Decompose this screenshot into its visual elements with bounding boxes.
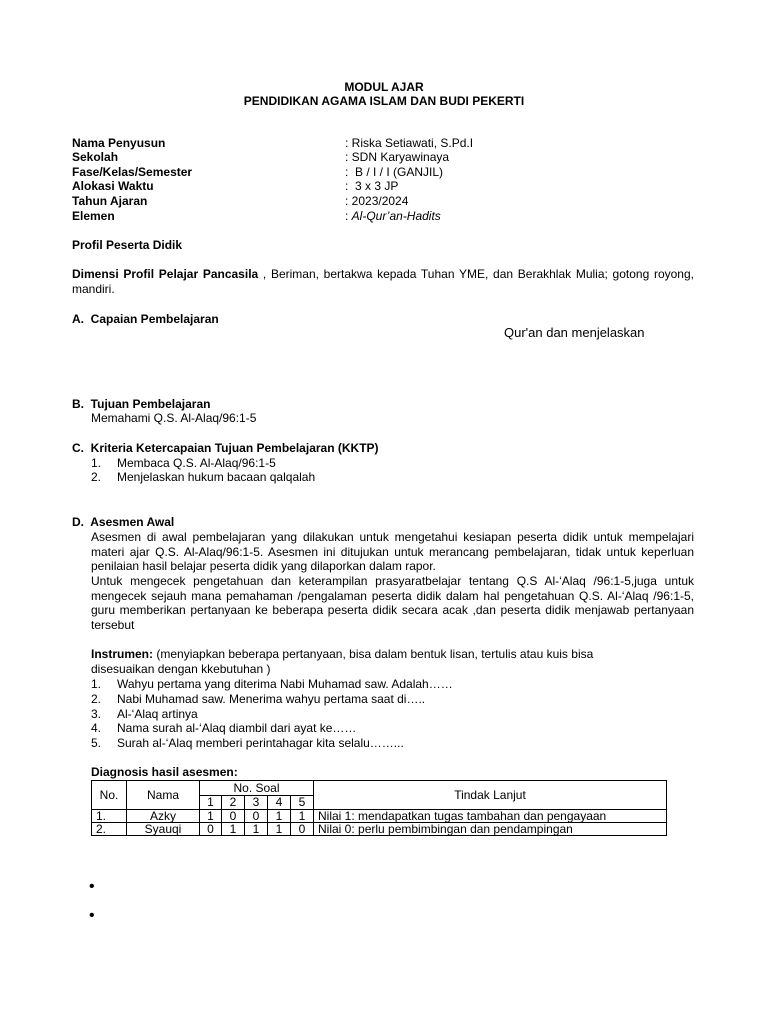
question-number: 4.	[91, 721, 102, 735]
info-label-penyusun: Nama Penyusun	[72, 136, 166, 150]
question-item	[91, 721, 356, 736]
instrumen-label: Instrumen:	[91, 647, 154, 661]
section-a-heading: A. Capaian Pembelajaran	[72, 312, 219, 326]
question-item	[91, 692, 425, 707]
row-tindak-lanjut: Nilai 0: perlu pembimbingan dan pendampingan	[314, 823, 667, 836]
question-number: 2.	[91, 692, 102, 706]
question-item	[91, 736, 404, 751]
kktp-item-number: 2.	[91, 470, 102, 484]
table-row	[92, 823, 667, 836]
instrumen-text: (menyiapkan beberapa pertanyaan, bisa dalam bentuk lisan, tertulis atau kuis bisa disesuaikan dengan kkebutuhan )	[91, 647, 594, 676]
kktp-item-number: 1.	[91, 456, 102, 470]
info-label-elemen: Elemen	[72, 209, 115, 223]
row-score: 1	[291, 810, 314, 823]
question-text: Surah al-‘Alaq memberi perintahagar kita selalu……...	[117, 736, 404, 750]
info-value-penyusun: : Riska Setiawati, S.Pd.I	[345, 136, 474, 150]
kktp-item-text: Membaca Q.S. Al-Alaq/96:1-5	[117, 456, 276, 470]
header-no: No.	[92, 781, 127, 810]
section-b-text: Memahami Q.S. Al-Alaq/96:1-5	[91, 411, 257, 425]
question-item	[91, 707, 198, 722]
question-item	[91, 677, 453, 692]
profil-heading: Profil Peserta Didik	[72, 238, 183, 252]
diagnosis-table	[91, 780, 667, 836]
profil-dimensi	[72, 267, 694, 296]
question-number: 3.	[91, 707, 102, 721]
kktp-item	[91, 470, 315, 485]
question-text: Nama surah al-‘Alaq diambil dari ayat ke……	[117, 721, 357, 735]
row-no: 2.	[92, 823, 127, 836]
document-subtitle: PENDIDIKAN AGAMA ISLAM DAN BUDI PEKERTI	[243, 94, 525, 108]
section-a-fragment: Qur'an dan menjelaskan	[504, 325, 645, 340]
row-score: 1	[268, 810, 291, 823]
instrumen-paragraph	[91, 647, 651, 676]
soal-number: 2	[222, 795, 245, 810]
asesmen-paragraph-2: Untuk mengecek pengetahuan dan keterampilan prasyaratbelajar tentang Q.S Al-‘Alaq /96:1-5,juga untuk mengecek sejauh mana pemahaman /pengalaman peserta didik dalam hal pengetahuan Q.S. Al-‘Alaq /96:1-5, guru memberikan pertanyaan ke beberapa peserta didik secara acak ,dan peserta didik menjawab pertanyaan tersebut	[91, 574, 694, 632]
info-value-elemen-prefix: :	[345, 209, 352, 223]
soal-number: 1	[200, 795, 222, 810]
info-value-elemen-italic: Al-Qur’an-Hadits	[351, 209, 441, 223]
row-score: 1	[245, 823, 268, 836]
info-value-alokasi: : 3 x 3 JP	[345, 179, 399, 193]
row-score: 1	[268, 823, 291, 836]
section-d-heading: D. Asesmen Awal	[72, 515, 175, 529]
row-nama: Syauqi	[127, 823, 200, 836]
row-score: 0	[222, 810, 245, 823]
info-label-fase: Fase/Kelas/Semester	[72, 165, 193, 179]
dimensi-text: , Beriman, bertakwa kepada Tuhan YME, dan Berakhlak Mulia; gotong royong, mandiri.	[72, 267, 694, 296]
section-b-heading: B. Tujuan Pembelajaran	[72, 397, 211, 411]
row-score: 0	[291, 823, 314, 836]
dimensi-label: Dimensi Profil Pelajar Pancasila	[72, 267, 259, 281]
row-score: 0	[200, 823, 222, 836]
question-text: Al-‘Alaq artinya	[117, 707, 198, 721]
soal-number: 3	[245, 795, 268, 810]
row-score: 0	[245, 810, 268, 823]
soal-number: 4	[268, 795, 291, 810]
question-text: Wahyu pertama yang diterima Nabi Muhamad saw. Adalah……	[117, 677, 453, 691]
info-label-alokasi: Alokasi Waktu	[72, 179, 154, 193]
asesmen-paragraph-1: Asesmen di awal pembelajaran yang dilakukan untuk mengetahui kesiapan peserta didik untuk mempelajari materi ajar Q.S. Al-Alaq/96:1-5. Asesmen ini ditujukan untuk merancang pembelajaran, tidak untuk keperluan penilaian hasil belajar peserta didik yang dilaporkan dalam rapor.	[91, 530, 694, 574]
kktp-item-text: Menjelaskan hukum bacaan qalqalah	[117, 470, 316, 484]
info-value-tahun: : 2023/2024	[345, 194, 409, 208]
row-tindak-lanjut: Nilai 1: mendapatkan tugas tambahan dan pengayaan	[314, 810, 667, 823]
question-number: 1.	[91, 677, 102, 691]
table-row	[92, 810, 667, 823]
header-no-soal: No. Soal	[200, 781, 314, 796]
row-no: 1.	[92, 810, 127, 823]
header-nama: Nama	[127, 781, 200, 810]
table-header-row	[92, 781, 667, 796]
info-value-fase: : B / I / I (GANJIL)	[345, 165, 444, 179]
document-title: MODUL AJAR	[344, 80, 424, 94]
kktp-item	[91, 456, 276, 471]
section-c-heading: C. Kriteria Ketercapaian Tujuan Pembelajaran (KKTP)	[72, 441, 379, 455]
info-value-elemen	[345, 209, 441, 224]
diagnosis-heading: Diagnosis hasil asesmen:	[91, 765, 238, 779]
info-label-tahun: Tahun Ajaran	[72, 194, 148, 208]
row-score: 1	[222, 823, 245, 836]
info-label-sekolah: Sekolah	[72, 150, 119, 164]
row-score: 1	[200, 810, 222, 823]
soal-number: 5	[291, 795, 314, 810]
row-nama: Azky	[127, 810, 200, 823]
question-text: Nabi Muhamad saw. Menerima wahyu pertama saat di…..	[117, 692, 426, 706]
info-value-sekolah: : SDN Karyawinaya	[345, 150, 450, 164]
bullet-point: •	[89, 907, 95, 924]
bullet-point: •	[89, 878, 95, 895]
question-number: 5.	[91, 736, 102, 750]
header-tindak-lanjut: Tindak Lanjut	[314, 781, 667, 810]
